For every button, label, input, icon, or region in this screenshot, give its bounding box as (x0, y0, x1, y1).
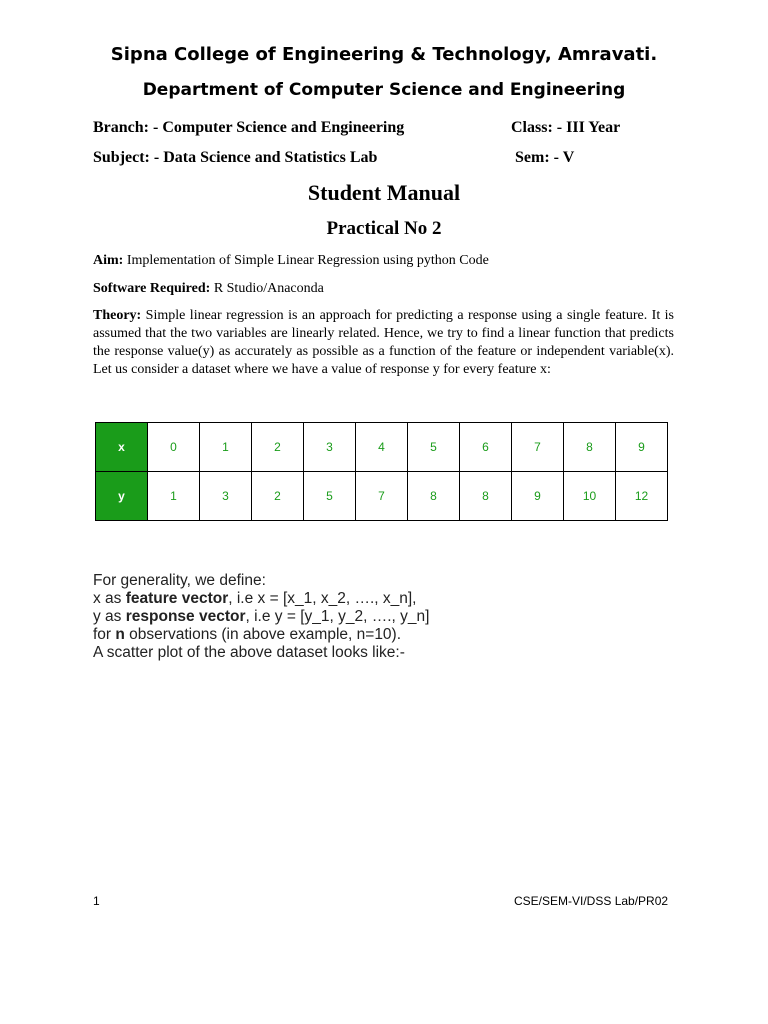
y-value-cell: 1 (148, 472, 200, 521)
x-value-cell: 8 (564, 423, 616, 472)
x-value-cell: 2 (252, 423, 304, 472)
y-value-cell: 7 (356, 472, 408, 521)
software-label: Software Required: (93, 281, 211, 296)
y-value-cell: 3 (200, 472, 252, 521)
practical-number: Practical No 2 (326, 218, 442, 239)
branch-label: Branch: - Computer Science and Engineering (93, 119, 405, 136)
x-value-cell: 3 (304, 423, 356, 472)
y-value-cell: 10 (564, 472, 616, 521)
theory-label: Theory: (93, 308, 142, 323)
document-title: Student Manual (307, 180, 461, 205)
dataset-table (95, 422, 668, 521)
x-row (96, 423, 668, 472)
x-value-cell: 1 (200, 423, 252, 472)
software-text: R Studio/Anaconda (210, 281, 324, 296)
subject-label: Subject: - Data Science and Statistics Lab (93, 149, 378, 166)
page-number: 1 (93, 894, 100, 908)
y-value-cell: 5 (304, 472, 356, 521)
y-header-cell: y (96, 472, 148, 521)
software-paragraph (93, 280, 674, 298)
generality-block (93, 572, 693, 662)
x-value-cell: 6 (460, 423, 512, 472)
college-name: Sipna College of Engineering & Technology, Amravati. (110, 44, 658, 65)
y-value-cell: 8 (408, 472, 460, 521)
y-value-cell: 9 (512, 472, 564, 521)
x-value-cell: 9 (616, 423, 668, 472)
generality-line: y as response vector, i.e y = [y_1, y_2, …., y_n] (93, 608, 430, 625)
footer-code: CSE/SEM-VI/DSS Lab/PR02 (514, 894, 669, 908)
generality-line: For generality, we define: (93, 572, 266, 589)
department-name: Department of Computer Science and Engineering (142, 80, 626, 100)
y-value-cell: 2 (252, 472, 304, 521)
x-value-cell: 7 (512, 423, 564, 472)
sem-label: Sem: - V (515, 149, 575, 166)
y-value-cell: 8 (460, 472, 512, 521)
y-value-cell: 12 (616, 472, 668, 521)
x-header-cell: x (96, 423, 148, 472)
class-label: Class: - III Year (511, 119, 621, 136)
generality-line: for n observations (in above example, n=10). (93, 626, 402, 643)
x-value-cell: 5 (408, 423, 460, 472)
aim-paragraph (93, 252, 674, 270)
theory-paragraph (93, 307, 674, 379)
x-value-cell: 0 (148, 423, 200, 472)
generality-line: x as feature vector, i.e x = [x_1, x_2, …., x_n], (93, 590, 417, 607)
generality-line: A scatter plot of the above dataset looks like:- (93, 644, 405, 661)
aim-label: Aim: (93, 253, 124, 268)
theory-text: Simple linear regression is an approach for predicting a response using a single feature. It is assumed that the two variables are linearly related. Hence, we try to find a linear function that predicts the response value(y) as accurately as possible as a function of the feature or independent variable(x). Let us consider a dataset where we have a value of response y for every feature x: (93, 308, 674, 377)
aim-text: Implementation of Simple Linear Regression using python Code (123, 253, 489, 268)
x-value-cell: 4 (356, 423, 408, 472)
y-row (96, 472, 668, 521)
